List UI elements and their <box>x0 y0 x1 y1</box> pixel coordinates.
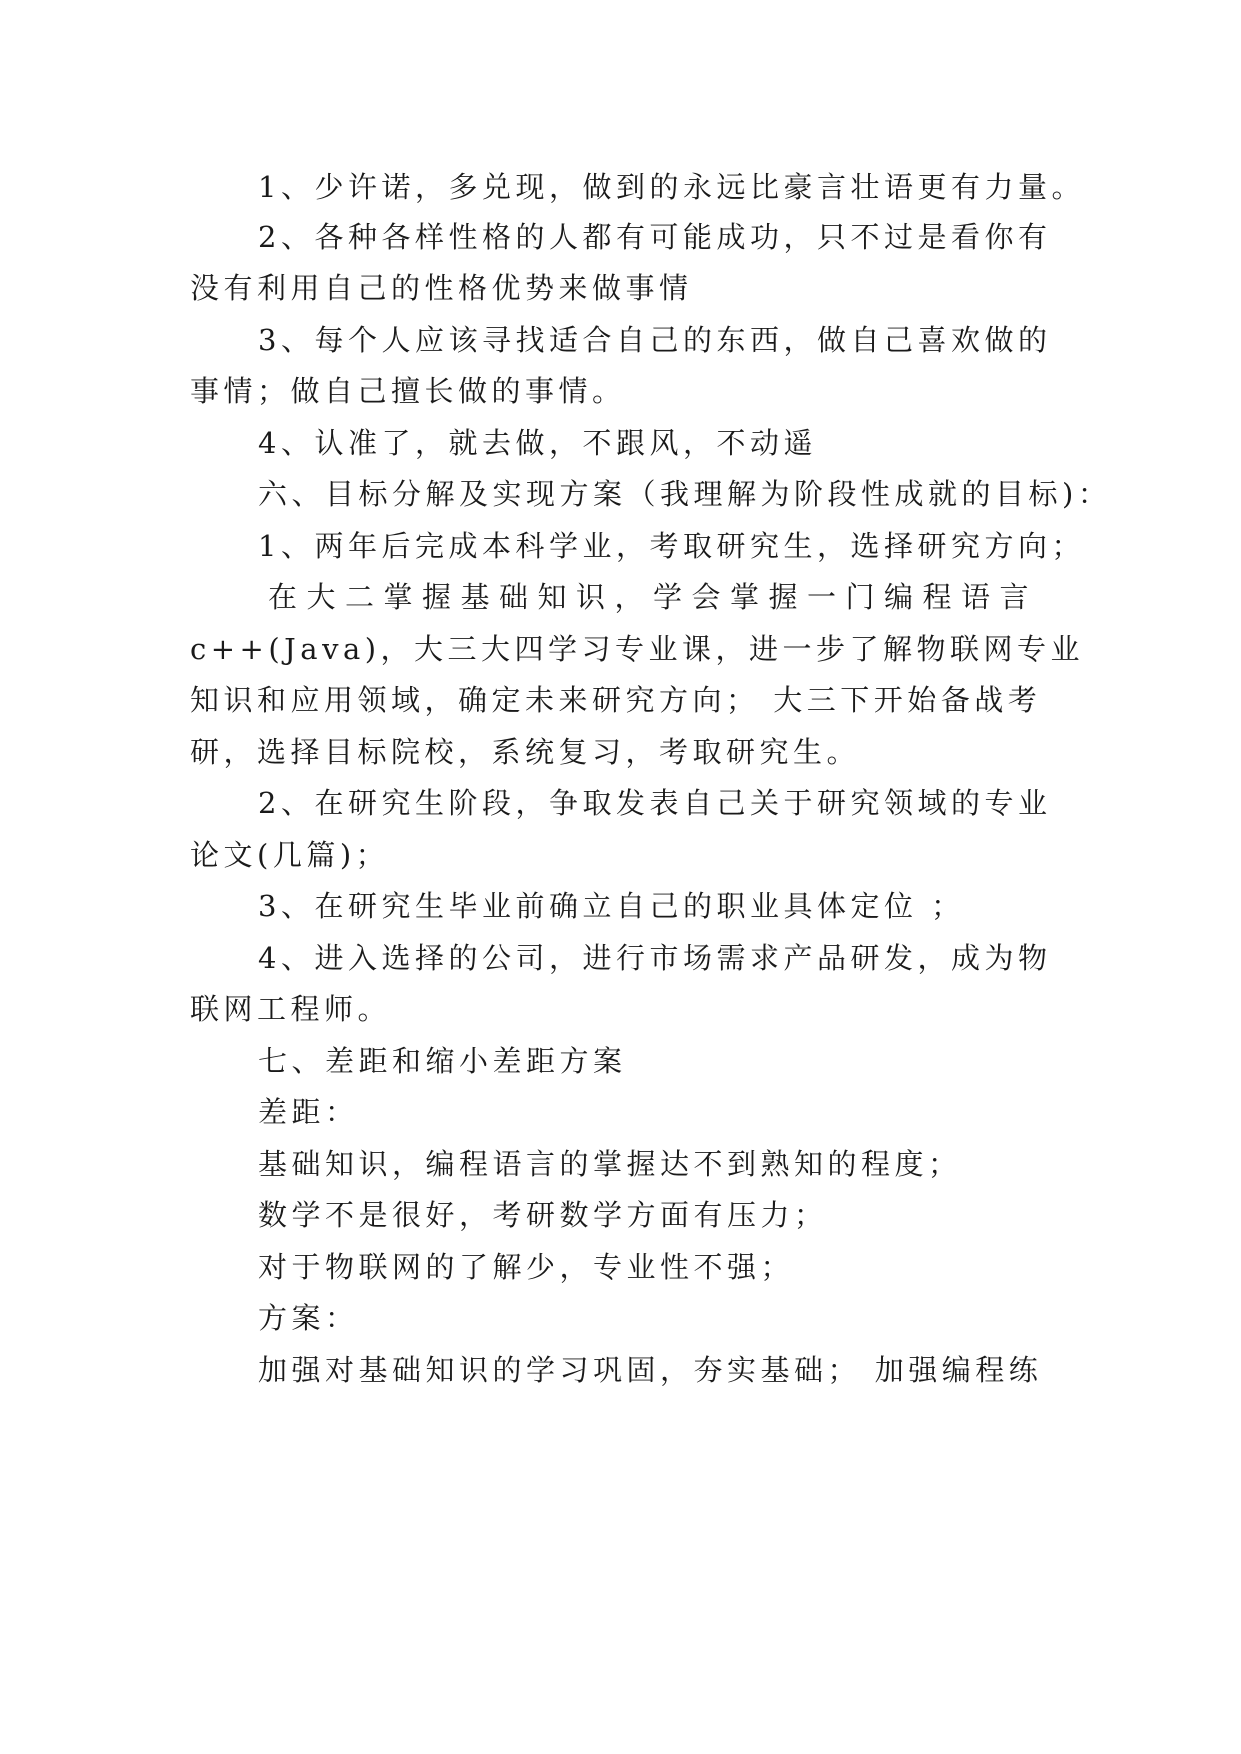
paragraph-line: 基础知识，编程语言的掌握达不到熟知的程度； <box>258 1147 962 1181</box>
paragraph-line: 4、认准了，就去做，不跟风，不动遥 <box>258 426 817 460</box>
paragraph-line: 1、两年后完成本科学业，考取研究生，选择研究方向； <box>258 529 1085 563</box>
paragraph-line: 4、进入选择的公司，进行市场需求产品研发，成为物 <box>258 941 1052 975</box>
paragraph-line: 在大二掌握基础知识，学会掌握一门编程语言 <box>268 580 1039 614</box>
paragraph-line: 没有利用自己的性格优势来做事情 <box>190 271 693 305</box>
paragraph-line: 联网工程师。 <box>190 992 392 1026</box>
paragraph-line: 方案： <box>258 1301 359 1335</box>
section-heading: 七、差距和缩小差距方案 <box>258 1044 627 1078</box>
paragraph-line: 3、在研究生毕业前确立自己的职业具体定位 ； <box>258 889 965 923</box>
paragraph-line: 论文(几篇)； <box>190 838 390 872</box>
paragraph-line: 2、在研究生阶段，争取发表自己关于研究领域的专业 <box>258 786 1052 820</box>
paragraph-line: 1、少许诺，多兑现，做到的永远比豪言壮语更有力量。 <box>258 170 1085 204</box>
paragraph-line: c++(Java)，大三大四学习专业课，进一步了解物联网专业 <box>190 632 1085 666</box>
paragraph-line: 对于物联网的了解少，专业性不强； <box>258 1250 795 1284</box>
paragraph-line: 事情；做自己擅长做的事情。 <box>190 374 626 408</box>
paragraph-line: 数学不是很好，考研数学方面有压力； <box>258 1198 828 1232</box>
paragraph-line: 研，选择目标院校，系统复习，考取研究生。 <box>190 735 861 769</box>
section-heading: 六、目标分解及实现方案（我理解为阶段性成就的目标)： <box>258 477 1112 511</box>
paragraph-line: 知识和应用领域，确定未来研究方向； 大三下开始备战考 <box>190 683 1042 717</box>
paragraph-line: 2、各种各样性格的人都有可能成功，只不过是看你有 <box>258 220 1052 254</box>
paragraph-line: 加强对基础知识的学习巩固，夯实基础； 加强编程练 <box>258 1353 1043 1387</box>
paragraph-line: 3、每个人应该寻找适合自己的东西，做自己喜欢做的 <box>258 323 1052 357</box>
paragraph-line: 差距： <box>258 1095 359 1129</box>
